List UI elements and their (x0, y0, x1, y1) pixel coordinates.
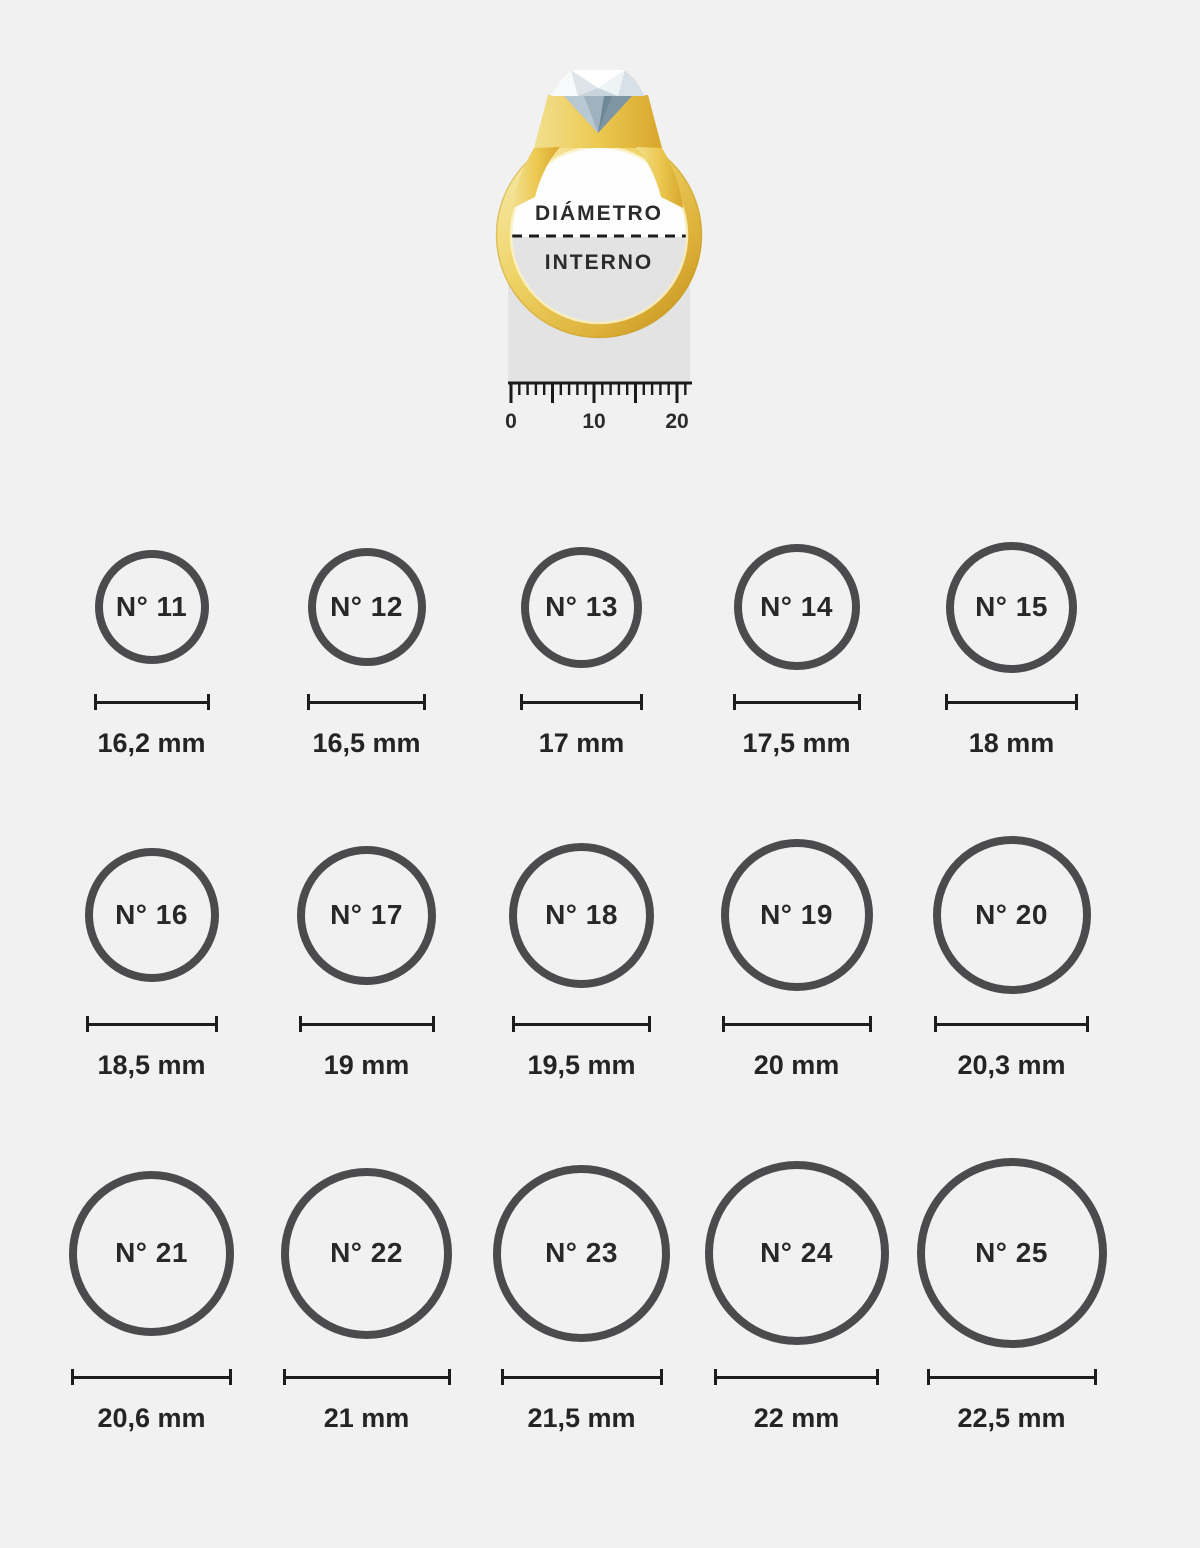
diameter-label: 16,2 mm (97, 728, 206, 758)
diameter-label: 21 mm (323, 1403, 410, 1433)
ring-size-circle (734, 544, 860, 670)
diameter-label: 22,5 mm (957, 1403, 1066, 1433)
size-item-n16 (44, 826, 259, 1082)
ring-size-number: N° 13 (545, 591, 618, 622)
diameter-measure-line (299, 1016, 435, 1032)
diameter-measure-line (512, 1016, 651, 1032)
ring-size-number: N° 19 (760, 899, 833, 930)
diameter-label: 16,5 mm (312, 728, 421, 758)
ring-size-number: N° 12 (330, 591, 403, 622)
size-item-n20 (904, 826, 1119, 1082)
ring-size-circle (917, 1158, 1107, 1348)
size-item-n23 (474, 1149, 689, 1435)
diameter-label: 17,5 mm (742, 728, 851, 758)
diameter-label: 20,3 mm (957, 1050, 1066, 1080)
diameter-measure-line (71, 1369, 232, 1385)
size-item-n22 (259, 1149, 474, 1435)
size-row-3 (0, 1149, 1200, 1435)
ring-label-line1: DIÁMETRO (535, 202, 663, 225)
ring-size-number: N° 20 (975, 899, 1048, 930)
ring-size-circle (85, 848, 219, 982)
diameter-measure-line (94, 694, 210, 710)
ring-size-circle (721, 839, 873, 991)
ring-diagram (470, 48, 730, 438)
ring-size-circle (509, 843, 654, 988)
ring-size-circle (705, 1161, 889, 1345)
diameter-measure-line (934, 1016, 1089, 1032)
diameter-label: 19 mm (323, 1050, 410, 1080)
ring-size-number: N° 16 (115, 899, 188, 930)
diameter-measure-line (283, 1369, 451, 1385)
ring-size-circle (69, 1171, 234, 1336)
size-item-n18 (474, 826, 689, 1082)
ring-size-circle (946, 542, 1077, 673)
ruler-ticks (511, 384, 685, 403)
diameter-measure-line (722, 1016, 872, 1032)
ring-illustration (470, 48, 730, 438)
ring-size-circle (933, 836, 1091, 994)
diameter-label: 21,5 mm (527, 1403, 636, 1433)
ring-size-number: N° 18 (545, 899, 618, 930)
diameter-label: 18,5 mm (97, 1050, 206, 1080)
size-item-n11 (44, 532, 259, 760)
size-item-n21 (44, 1149, 259, 1435)
size-item-n17 (259, 826, 474, 1082)
diameter-measure-line (86, 1016, 218, 1032)
ring-size-circle (521, 547, 642, 668)
size-item-n12 (259, 532, 474, 760)
ring-size-circle (297, 846, 436, 985)
ring-size-number: N° 25 (975, 1237, 1048, 1268)
ruler-label-20: 20 (665, 410, 689, 433)
ring-size-number: N° 23 (545, 1237, 618, 1268)
diameter-label: 22 mm (753, 1403, 840, 1433)
diameter-measure-line (520, 694, 643, 710)
size-row-2 (0, 826, 1200, 1082)
size-item-n25 (904, 1149, 1119, 1435)
diameter-measure-line (714, 1369, 879, 1385)
size-item-n24 (689, 1149, 904, 1435)
ruler-label-0: 0 (505, 410, 517, 433)
diameter-label: 20 mm (753, 1050, 840, 1080)
diameter-measure-line (945, 694, 1078, 710)
ring-size-number: N° 15 (975, 591, 1048, 622)
diameter-label: 18 mm (968, 728, 1055, 758)
ring-size-number: N° 11 (115, 591, 188, 622)
diameter-measure-line (733, 694, 861, 710)
size-item-n19 (689, 826, 904, 1082)
diameter-label: 17 mm (538, 728, 625, 758)
ruler (505, 383, 692, 433)
ring-label-line2: INTERNO (544, 251, 654, 274)
diameter-measure-line (501, 1369, 663, 1385)
ring-size-number: N° 14 (760, 591, 833, 622)
size-item-n14 (689, 532, 904, 760)
diameter-label: 20,6 mm (97, 1403, 206, 1433)
ring-size-circle (95, 550, 209, 664)
ring-size-number: N° 17 (330, 899, 403, 930)
diameter-measure-line (927, 1369, 1097, 1385)
size-item-n15 (904, 532, 1119, 760)
size-item-n13 (474, 532, 689, 760)
ring-size-number: N° 24 (760, 1237, 833, 1268)
ring-size-circle (281, 1168, 452, 1339)
diameter-label: 19,5 mm (527, 1050, 636, 1080)
ring-size-circle (308, 548, 426, 666)
ring-size-number: N° 22 (330, 1237, 403, 1268)
ruler-label-10: 10 (582, 410, 606, 433)
ring-size-number: N° 21 (115, 1237, 188, 1268)
diameter-measure-line (307, 694, 426, 710)
size-row-1 (0, 532, 1200, 760)
ring-size-circle (493, 1165, 670, 1342)
